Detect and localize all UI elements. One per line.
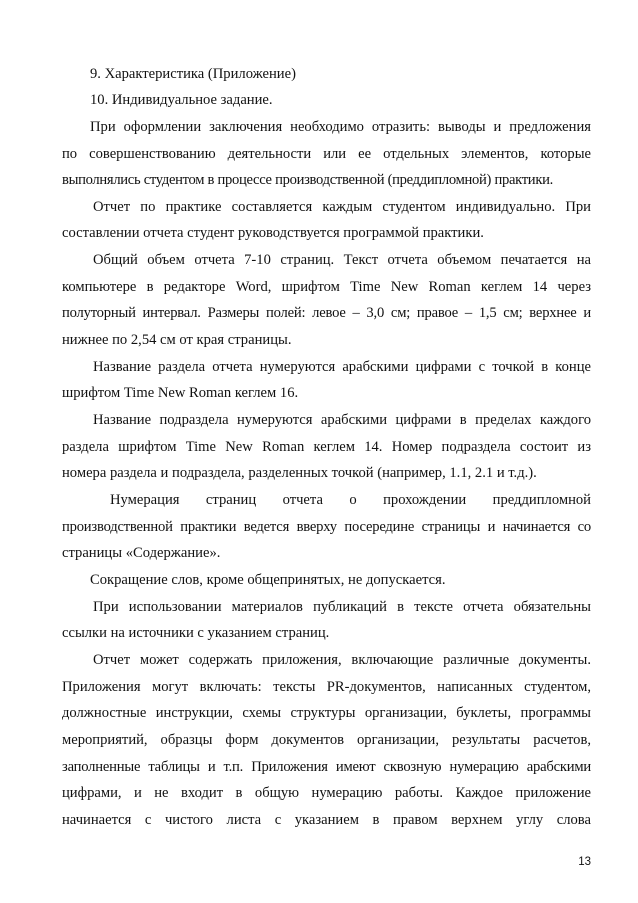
paragraph-line: нижнее по 2,54 см от края страницы. [62,332,292,348]
paragraph-line: Приложения могут включать: тексты PR-документов, написанных студентом, [62,679,591,695]
paragraph-line: Отчет по практике составляется каждым студентом индивидуально. При [93,199,591,215]
paragraph-line: заполненные таблицы и т.п. Приложения имеют сквозную нумерацию арабскими [62,759,591,775]
paragraph-line: Сокращение слов, кроме общепринятых, не допускается. [90,572,446,588]
paragraph-line: При использовании материалов публикаций в тексте отчета обязательны [93,599,591,615]
paragraph-line: по совершенствованию деятельности или ее отдельных элементов, которые [62,146,591,162]
paragraph-line: Название подраздела нумеруются арабскими цифрами в пределах каждого [93,412,591,428]
paragraph-line: составлении отчета студент руководствуется программой практики. [62,225,484,241]
paragraph-line: страницы «Содержание». [62,545,221,561]
paragraph-line: начинается с чистого листа с указанием в правом верхнем углу слова [62,812,591,828]
paragraph-line: производственной практики ведется вверху посередине страницы и начинается со [62,519,591,535]
paragraph-line: номера раздела и подраздела, разделенных точкой (например, 1.1, 2.1 и т.д.). [62,465,537,481]
paragraph-line: выполнялись студентом в процессе производственной (преддипломной) практики. [62,172,553,188]
list-item-9: 9. Характеристика (Приложение) [90,66,296,82]
paragraph-line: Общий объем отчета 7-10 страниц. Текст отчета объемом печатается на [93,252,591,268]
paragraph-line: При оформлении заключения необходимо отразить: выводы и предложения [90,119,591,135]
page-number: 13 [578,856,591,868]
list-item-10: 10. Индивидуальное задание. [90,92,273,108]
paragraph-line: Отчет может содержать приложения, включающие различные документы. [93,652,591,668]
paragraph-line: компьютере в редакторе Word, шрифтом Time New Roman кеглем 14 через [62,279,591,295]
paragraph-line: цифрами, и не входит в общую нумерацию работы. Каждое приложение [62,785,591,801]
paragraph-line: ссылки на источники с указанием страниц. [62,625,330,641]
paragraph-line: Нумерация страниц отчета о прохождении преддипломной [110,492,591,508]
paragraph-line: шрифтом Time New Roman кеглем 16. [62,385,299,401]
paragraph-line: раздела шрифтом Time New Roman кеглем 14. Номер подраздела состоит из [62,439,591,455]
paragraph-line: должностные инструкции, схемы структуры организации, буклеты, программы [62,705,591,721]
paragraph-line: Название раздела отчета нумеруются арабскими цифрами с точкой в конце [93,359,591,375]
paragraph-line: мероприятий, образцы форм документов организации, результаты расчетов, [62,732,591,748]
paragraph-line: полуторный интервал. Размеры полей: левое – 3,0 см; правое – 1,5 см; верхнее и [62,305,591,321]
